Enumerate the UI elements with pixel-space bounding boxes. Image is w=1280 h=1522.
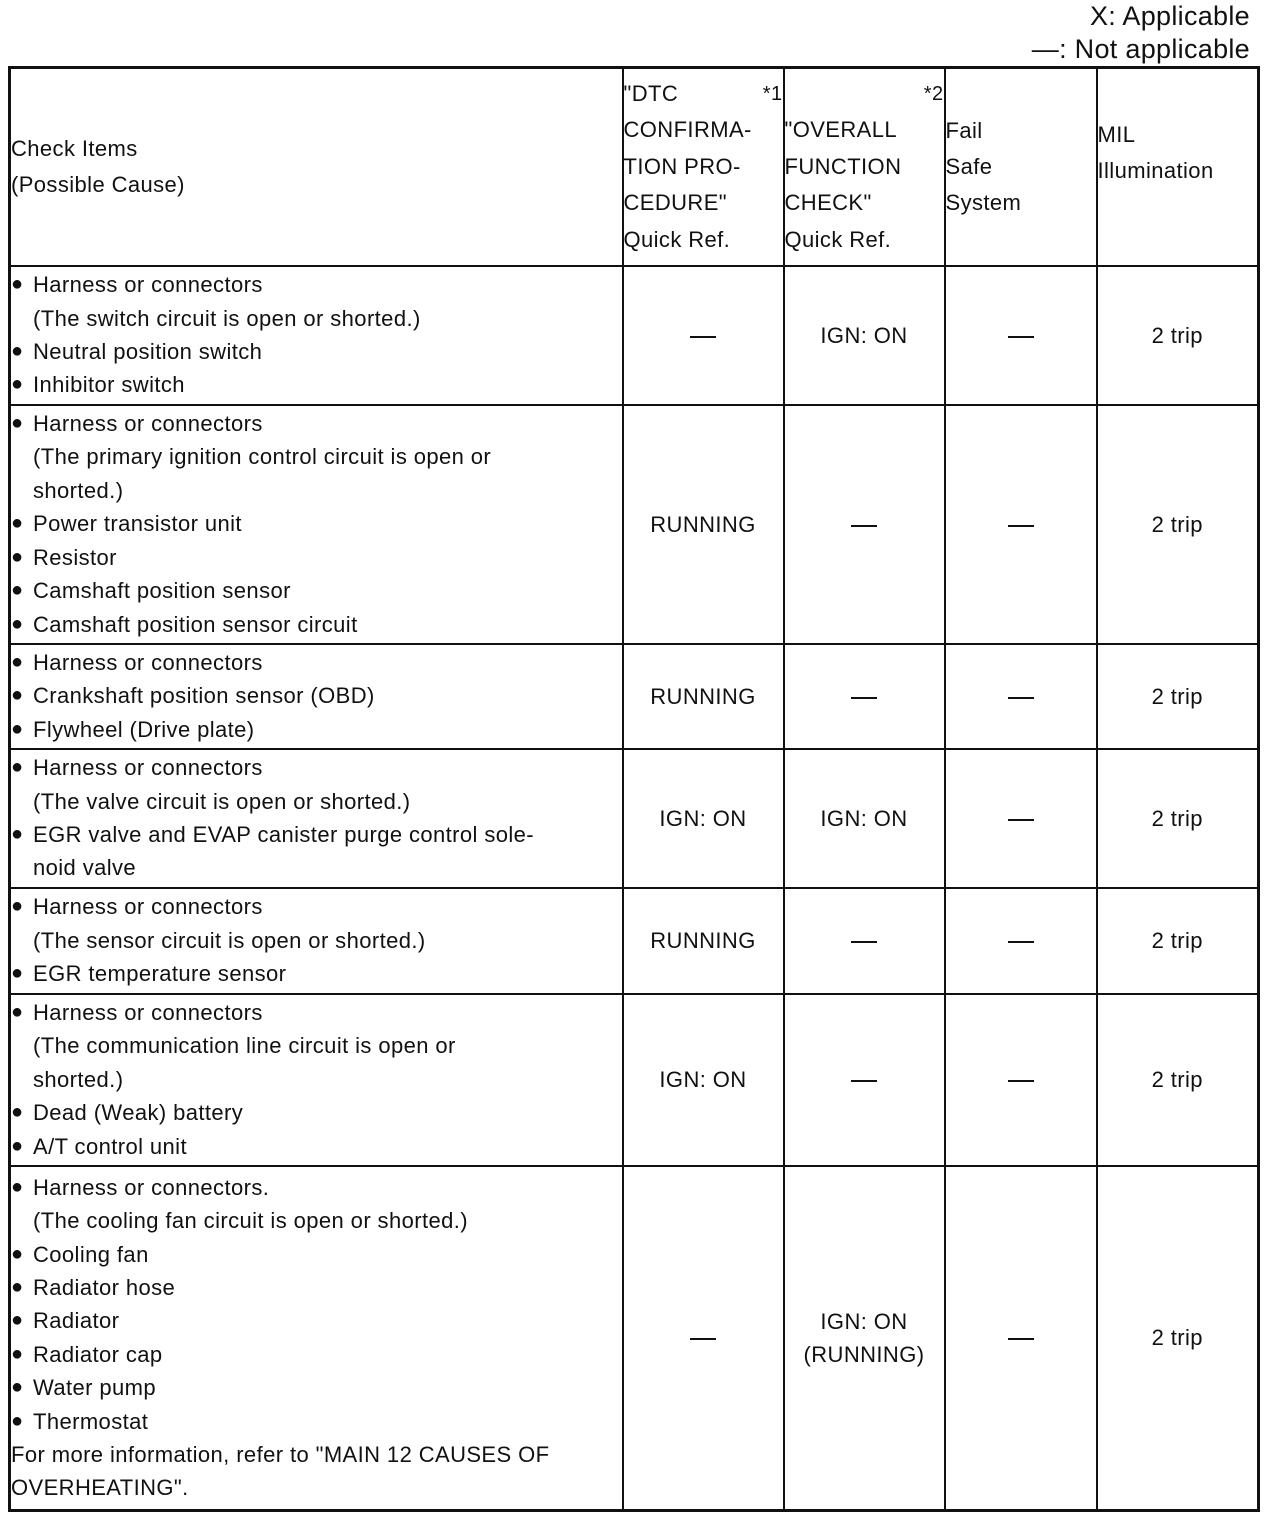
- footnote-1: *1: [762, 82, 783, 105]
- bullet-icon: ●: [11, 612, 24, 635]
- dtc-cell: [623, 644, 784, 749]
- check-item-note: shorted.): [33, 1066, 124, 1092]
- check-item: [11, 574, 622, 607]
- check-item: [11, 1271, 622, 1304]
- bullet-icon: ●: [11, 1275, 24, 1298]
- legend: [1032, 0, 1250, 66]
- check-item-text: Camshaft position sensor: [33, 578, 291, 604]
- overall-cell: [784, 994, 945, 1166]
- check-item: [11, 1304, 622, 1337]
- cell-value: IGN: ON: [659, 1067, 747, 1092]
- bullet-icon: ●: [11, 650, 24, 673]
- check-item: [11, 1130, 622, 1163]
- check-item: [11, 268, 622, 301]
- mil-cell: [1097, 749, 1259, 888]
- legend-applicable: X: Applicable: [1089, 1, 1250, 31]
- bullet-icon: ●: [11, 1409, 24, 1432]
- check-item: [11, 1371, 622, 1404]
- check-item: [11, 751, 622, 784]
- table-row: [10, 994, 1259, 1166]
- check-item: [11, 646, 622, 679]
- check-item-note: noid valve: [33, 855, 137, 881]
- check-item: [11, 996, 622, 1029]
- check-item-text: Inhibitor switch: [33, 372, 185, 398]
- check-item-note: (The switch circuit is open or shorted.): [33, 305, 421, 331]
- table-body: [10, 266, 1259, 1511]
- check-item-text: Flywheel (Drive plate): [33, 716, 255, 742]
- bullet-icon: ●: [11, 1134, 24, 1157]
- dash-mark: [1008, 1080, 1034, 1082]
- bullet-icon: ●: [11, 895, 24, 918]
- overall-cell: [784, 888, 945, 994]
- check-item-note: (The communication line circuit is open or: [33, 1033, 456, 1059]
- check-item-text: Harness or connectors.: [33, 1174, 270, 1200]
- header-dtc-line: Quick Ref.: [623, 226, 731, 252]
- header-check-items-line: Check Items: [11, 135, 138, 161]
- header-mil: [1097, 68, 1259, 266]
- fail-safe-cell: [945, 888, 1097, 994]
- mil-cell: [1097, 994, 1259, 1166]
- header-row: [10, 68, 1259, 266]
- check-item-text: Crankshaft position sensor (OBD): [33, 683, 375, 709]
- check-item: [11, 713, 622, 746]
- bullet-icon: ●: [11, 1101, 24, 1124]
- check-item-text: Camshaft position sensor circuit: [33, 611, 358, 637]
- check-item: [11, 1171, 622, 1204]
- bullet-icon: ●: [11, 412, 24, 435]
- check-item-text: Thermostat: [33, 1408, 149, 1434]
- check-item: [11, 890, 622, 923]
- header-dtc: [623, 68, 784, 266]
- check-item: [11, 407, 622, 440]
- overall-cell: [784, 266, 945, 405]
- header-overall: [784, 68, 945, 266]
- header-overall-line: "OVERALL: [784, 117, 898, 142]
- check-item: [11, 335, 622, 368]
- fail-safe-cell: [945, 266, 1097, 405]
- check-item-note: (The valve circuit is open or shorted.): [33, 788, 411, 814]
- mil-cell: [1097, 644, 1259, 749]
- header-dtc-line: TION PRO-: [623, 153, 741, 179]
- check-item-text: Harness or connectors: [33, 755, 263, 781]
- bullet-icon: ●: [11, 1175, 24, 1198]
- dash-mark: [1008, 1338, 1034, 1340]
- header-fail-safe-line: System: [945, 189, 1022, 215]
- cell-value: 2 trip: [1151, 1067, 1203, 1092]
- check-items-cell: [10, 888, 623, 994]
- check-item-text: Water pump: [33, 1375, 157, 1401]
- check-item-text: Dead (Weak) battery: [33, 1100, 244, 1126]
- header-mil-line: MIL: [1097, 122, 1136, 147]
- check-item-note: (The sensor circuit is open or shorted.): [33, 927, 426, 953]
- check-item-text: Radiator cap: [33, 1341, 163, 1367]
- cell-value: 2 trip: [1151, 683, 1203, 709]
- dash-mark: [851, 697, 877, 699]
- bullet-icon: ●: [11, 545, 24, 568]
- cell-value: IGN: ON: [820, 322, 908, 348]
- header-dtc-line: CEDURE": [623, 190, 728, 215]
- dash-mark: [1008, 697, 1034, 699]
- header-dtc-line: CONFIRMA-: [623, 117, 752, 142]
- dtc-cell: [623, 888, 784, 994]
- check-item: [11, 368, 622, 401]
- check-item-text: EGR valve and EVAP canister purge control sole-: [33, 822, 535, 847]
- dash-mark: [690, 336, 716, 338]
- check-item-text: Neutral position switch: [33, 339, 263, 364]
- dtc-cell: [623, 1166, 784, 1511]
- dash-mark: [1008, 336, 1034, 338]
- bullet-icon: ●: [11, 823, 24, 845]
- cell-value: RUNNING: [650, 928, 756, 953]
- header-mil-line: Illumination: [1097, 158, 1214, 183]
- fail-safe-cell: [945, 644, 1097, 749]
- bullet-icon: ●: [11, 1342, 24, 1365]
- mil-cell: [1097, 405, 1259, 644]
- bullet-icon: ●: [11, 1242, 24, 1265]
- dtc-cell: [623, 405, 784, 644]
- cell-value: IGN: ON: [820, 805, 908, 831]
- check-item: [11, 679, 622, 712]
- header-overall-line: CHECK": [784, 190, 872, 215]
- dash-mark: [1008, 819, 1034, 821]
- table-row: [10, 749, 1259, 888]
- cell-value: RUNNING: [650, 511, 756, 537]
- mil-cell: [1097, 266, 1259, 405]
- fail-safe-cell: [945, 994, 1097, 1166]
- footnote-2: *2: [923, 82, 944, 105]
- bullet-icon: ●: [11, 756, 24, 779]
- cell-value: 2 trip: [1151, 1325, 1203, 1351]
- cell-value: 2 trip: [1151, 805, 1203, 831]
- bullet-icon: ●: [11, 512, 24, 535]
- bullet-icon: ●: [11, 684, 24, 707]
- check-item: [11, 1096, 622, 1129]
- check-item-text: Radiator hose: [33, 1274, 176, 1300]
- check-item: [11, 1338, 622, 1371]
- bullet-icon: ●: [11, 1376, 24, 1399]
- header-dtc-line: "DTC: [623, 80, 679, 106]
- legend-not-applicable: —: Not applicable: [1031, 34, 1250, 64]
- check-item: [11, 608, 622, 641]
- check-item-text: Harness or connectors: [33, 999, 263, 1025]
- table-row: [10, 644, 1259, 749]
- cell-value: 2 trip: [1151, 322, 1203, 348]
- cell-value: IGN: ON: [659, 805, 747, 831]
- check-item-text: Resistor: [33, 544, 117, 570]
- check-item: [11, 1238, 622, 1271]
- dash-mark: [690, 1338, 716, 1340]
- cell-value: 2 trip: [1151, 928, 1203, 953]
- table-row: [10, 888, 1259, 994]
- check-item-text: Harness or connectors: [33, 411, 263, 437]
- check-item-footnote: For more information, refer to "MAIN 12 CAUSES OF: [11, 1441, 550, 1467]
- table-row: [10, 405, 1259, 644]
- bullet-icon: ●: [11, 340, 24, 362]
- check-item-text: Power transistor unit: [33, 511, 242, 537]
- cell-value: 2 trip: [1151, 511, 1203, 537]
- check-item-text: Radiator: [33, 1308, 120, 1334]
- bullet-icon: ●: [11, 273, 24, 296]
- check-item-note: (The cooling fan circuit is open or shorted.): [33, 1208, 468, 1234]
- header-fail-safe-line: Safe: [945, 153, 993, 179]
- header-overall-line: FUNCTION: [784, 153, 902, 179]
- overall-cell: [784, 644, 945, 749]
- cell-value: IGN: ON: [820, 1308, 908, 1334]
- dash-mark: [1008, 941, 1034, 943]
- cell-value: (RUNNING): [803, 1341, 925, 1367]
- dtc-cell: [623, 266, 784, 405]
- table-row: [10, 1166, 1259, 1511]
- fail-safe-cell: [945, 1166, 1097, 1511]
- fail-safe-cell: [945, 405, 1097, 644]
- check-item-note: shorted.): [33, 477, 124, 503]
- dtc-cell: [623, 749, 784, 888]
- bullet-icon: ●: [11, 1000, 24, 1023]
- check-items-cell: [10, 749, 623, 888]
- dash-mark: [851, 941, 877, 943]
- check-item-text: Cooling fan: [33, 1241, 149, 1267]
- table-row: [10, 266, 1259, 405]
- header-overall-line: Quick Ref.: [784, 226, 892, 252]
- bullet-icon: ●: [11, 717, 24, 740]
- diagnostic-table: [8, 66, 1260, 1512]
- header-fail-safe-line: Fail: [945, 117, 983, 143]
- check-item-text: Harness or connectors: [33, 894, 263, 920]
- check-items-cell: [10, 405, 623, 644]
- check-item-footnote: OVERHEATING".: [11, 1475, 189, 1501]
- check-item-text: Harness or connectors: [33, 649, 263, 675]
- mil-cell: [1097, 888, 1259, 994]
- dash-mark: [851, 525, 877, 527]
- fail-safe-cell: [945, 749, 1097, 888]
- bullet-icon: ●: [11, 1309, 24, 1332]
- check-items-cell: [10, 1166, 623, 1511]
- check-item: [11, 818, 622, 851]
- check-item-text: EGR temperature sensor: [33, 961, 287, 987]
- check-item: [11, 507, 622, 540]
- header-check-items-line: (Possible Cause): [11, 171, 185, 197]
- overall-cell: [784, 1166, 945, 1511]
- check-item-note: (The primary ignition control circuit is open or: [33, 444, 492, 470]
- check-item-text: A/T control unit: [33, 1133, 187, 1159]
- dtc-cell: [623, 994, 784, 1166]
- overall-cell: [784, 405, 945, 644]
- check-item: [11, 957, 622, 990]
- header-check-items: [10, 68, 623, 266]
- check-item: [11, 541, 622, 574]
- check-item: [11, 1405, 622, 1438]
- check-items-cell: [10, 266, 623, 405]
- check-items-cell: [10, 644, 623, 749]
- check-items-cell: [10, 994, 623, 1166]
- bullet-icon: ●: [11, 962, 24, 985]
- mil-cell: [1097, 1166, 1259, 1511]
- check-item-text: Harness or connectors: [33, 272, 263, 298]
- header-fail-safe: [945, 68, 1097, 266]
- cell-value: RUNNING: [650, 683, 756, 709]
- dash-mark: [851, 1080, 877, 1082]
- bullet-icon: ●: [11, 373, 24, 396]
- bullet-icon: ●: [11, 579, 24, 602]
- overall-cell: [784, 749, 945, 888]
- dash-mark: [1008, 525, 1034, 527]
